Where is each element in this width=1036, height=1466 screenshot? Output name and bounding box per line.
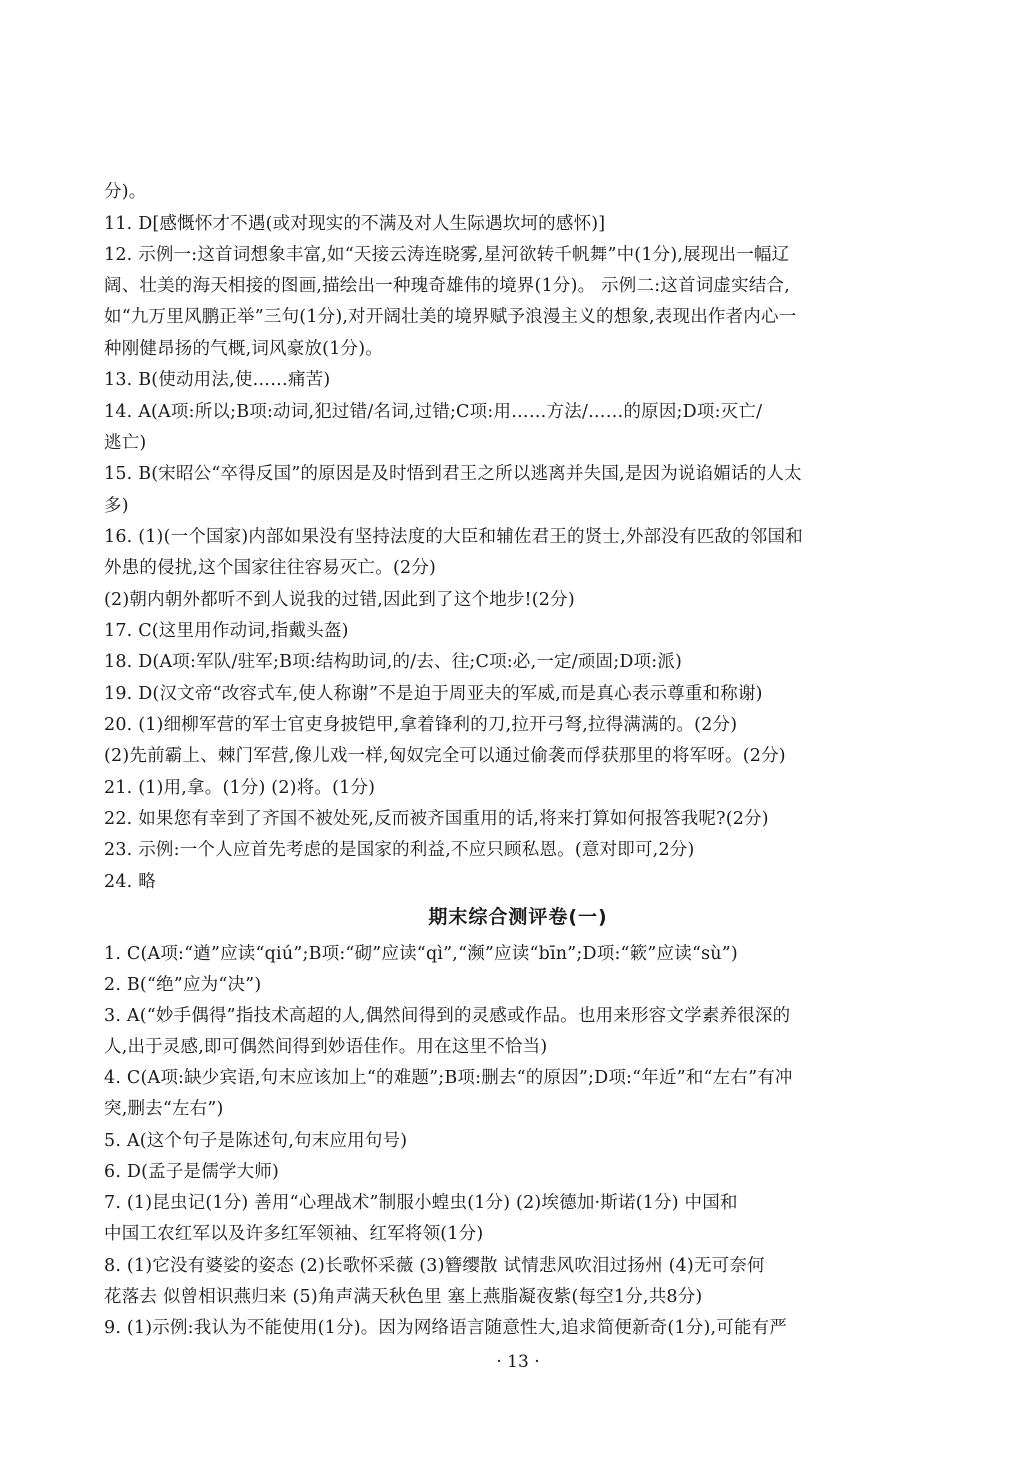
page-number: · 13 · — [496, 1352, 540, 1372]
answer-line: 1. C(A项:“遒”应读“qiú”;B项:“砌”应读“qì”,“濒”应读“bīn”;D项:“簌”应读“sù”) — [104, 944, 738, 964]
answer-line: 花落去 似曾相识燕归来 (5)角声满天秋色里 塞上燕脂凝夜紫(每空1分,共8分) — [104, 1287, 703, 1307]
answer-line: 8. (1)它没有婆娑的姿态 (2)长歌怀采薇 (3)簪缨散 试情悲风吹泪过扬州 (4)无可奈何 — [104, 1256, 765, 1276]
answer-line: 18. D(A项:军队/驻军;B项:结构助词,的/去、往;C项:必,一定/顽固;D项:派) — [104, 652, 683, 672]
answer-line: 6. D(孟子是儒学大师) — [104, 1162, 280, 1182]
answer-line: 9. (1)示例:我认为不能使用(1分)。因为网络语言随意性大,追求简便新奇(1分),可能有严 — [104, 1318, 788, 1338]
answer-line: 中国工农红军以及许多红军领袖、红军将领(1分) — [104, 1224, 484, 1244]
answer-line: 15. B(宋昭公“卒得反国”的原因是及时悟到君王之所以逃离并失国,是因为说谄媚话的人太 — [104, 464, 802, 484]
answer-line: 17. C(这里用作动词,指戴头盔) — [104, 621, 349, 641]
answer-line: 14. A(A项:所以;B项:动词,犯过错/名词,过错;C项:用……方法/……的原因;D项:灭亡/ — [104, 402, 763, 422]
answer-line: (2)先前霸上、棘门军营,像儿戏一样,匈奴完全可以通过偷袭而俘获那里的将军呀。(2分) — [104, 746, 786, 766]
answer-line: 21. (1)用,拿。(1分) (2)将。(1分) — [104, 778, 376, 798]
answer-line: 如“九万里风鹏正举”三句(1分),对开阔壮美的境界赋予浪漫主义的想象,表现出作者内心一 — [104, 307, 797, 327]
answer-line: 12. 示例一:这首词想象丰富,如“天接云涛连晓雾,星河欲转千帆舞”中(1分),展现出一幅辽 — [104, 245, 790, 265]
answer-line: 24. 略 — [104, 872, 156, 892]
answer-line: 11. D[感慨怀才不遇(或对现实的不满及对人生际遇坎坷的感怀)] — [104, 214, 606, 234]
answer-line: (2)朝内朝外都听不到人说我的过错,因此到了这个地步!(2分) — [104, 590, 575, 610]
answer-line: 阔、壮美的海天相接的图画,描绘出一种瑰奇雄伟的境界(1分)。 示例二:这首词虚实结合, — [104, 276, 790, 296]
section-title: 期末综合测评卷(一) — [428, 906, 608, 928]
answer-line: 种刚健昂扬的气概,词风豪放(1分)。 — [104, 339, 383, 359]
answer-line: 突,删去“左右”) — [104, 1099, 224, 1119]
answer-line: 5. A(这个句子是陈述句,句末应用句号) — [104, 1131, 408, 1151]
answer-line: 16. (1)(一个国家)内部如果没有坚持法度的大臣和辅佐君王的贤士,外部没有匹敌的邻国和 — [104, 527, 803, 547]
answer-line: 4. C(A项:缺少宾语,句末应该加上“的难题”;B项:删去“的原因”;D项:“年近”和“左右”有冲 — [104, 1068, 793, 1088]
answer-line: 分)。 — [104, 182, 147, 202]
answer-line: 13. B(使动用法,使……痛苦) — [104, 370, 331, 390]
answer-line: 3. A(“妙手偶得”指技术高超的人,偶然间得到的灵感或作品。也用来形容文学素养很深的 — [104, 1006, 791, 1026]
answer-line: 7. (1)昆虫记(1分) 善用“心理战术”制服小蝗虫(1分) (2)埃德加·斯诺(1分) 中国和 — [104, 1193, 738, 1213]
answer-line: 23. 示例:一个人应首先考虑的是国家的利益,不应只顾私恩。(意对即可,2分) — [104, 840, 695, 860]
answer-line: 人,出于灵感,即可偶然间得到妙语佳作。用在这里不恰当) — [104, 1037, 548, 1057]
answer-line: 2. B(“绝”应为“决”) — [104, 975, 262, 995]
answer-line: 19. D(汉文帝“改容式车,使人称谢”不是迫于周亚夫的军威,而是真心表示尊重和称谢) — [104, 684, 763, 704]
answer-line: 多) — [104, 496, 129, 516]
answer-line: 20. (1)细柳军营的军士官吏身披铠甲,拿着锋利的刀,拉开弓弩,拉得满满的。(2分) — [104, 715, 738, 735]
answer-line: 外患的侵扰,这个国家往往容易灭亡。(2分) — [104, 558, 437, 578]
answer-line: 逃亡) — [104, 433, 147, 453]
answer-line: 22. 如果您有幸到了齐国不被处死,反而被齐国重用的话,将来打算如何报答我呢?(2分) — [104, 809, 769, 829]
